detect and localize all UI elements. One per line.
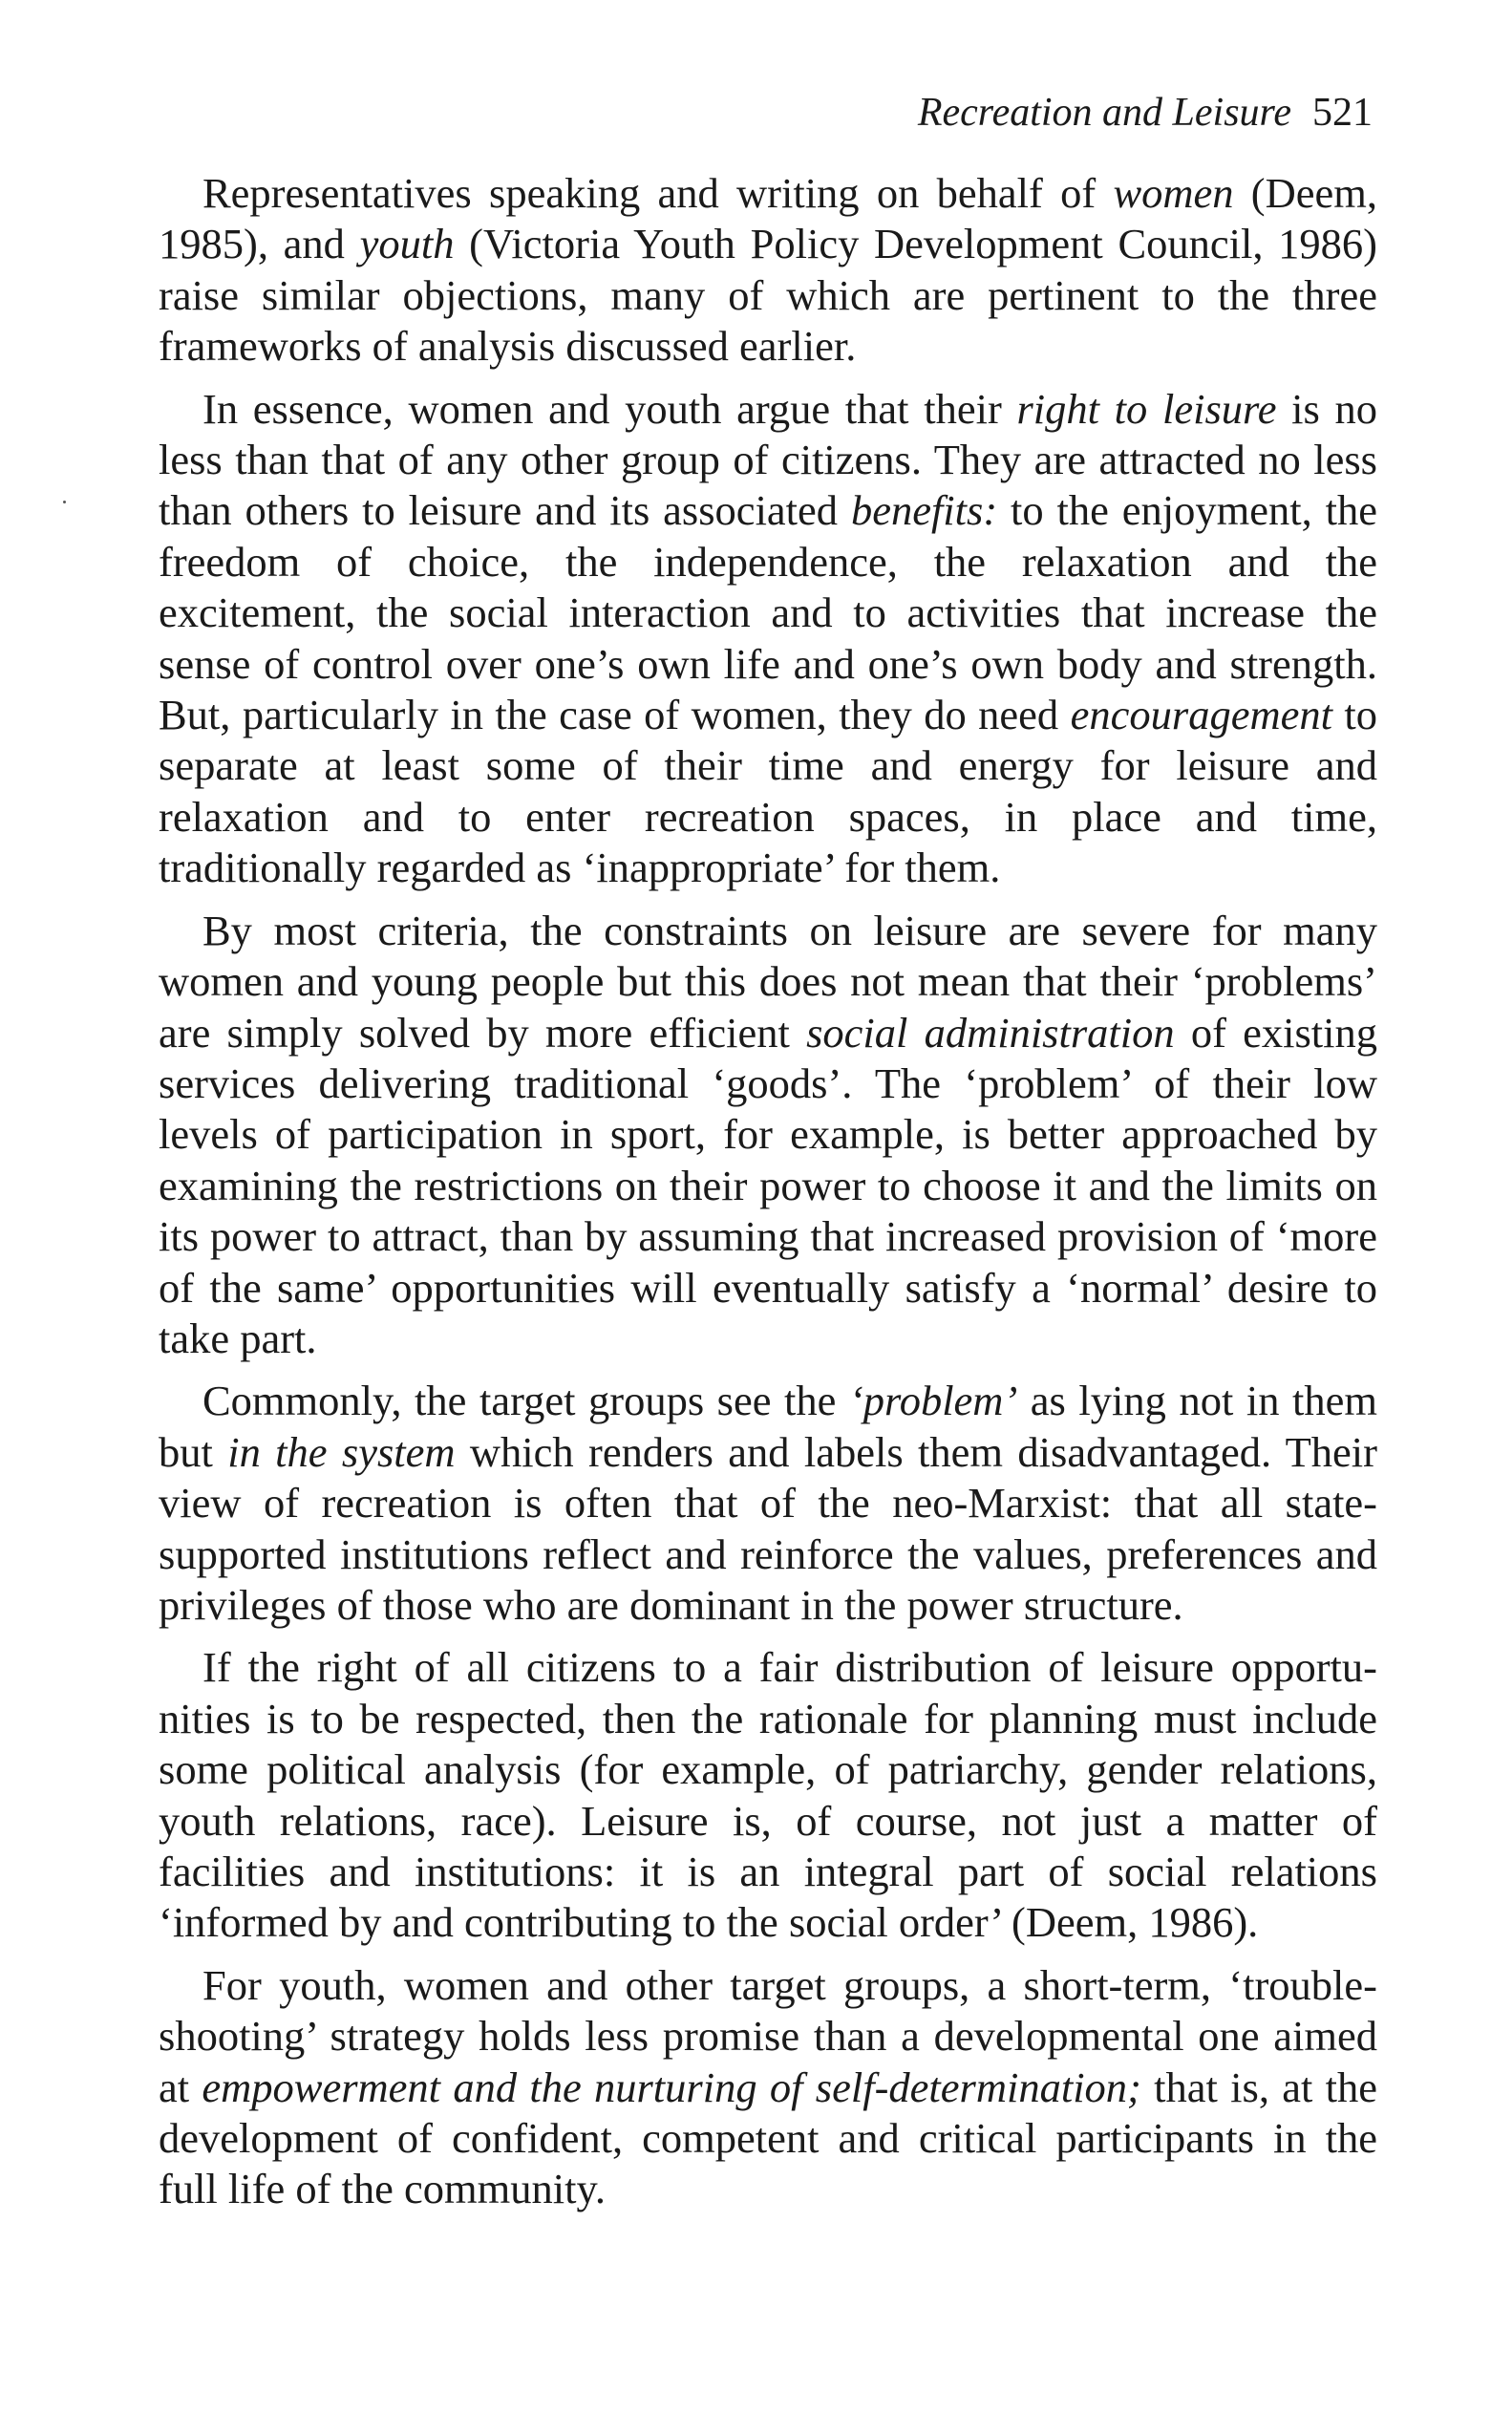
- paragraph: [159, 1960, 1377, 2215]
- italic-run: empowerment and the nurturing of self-determination;: [202, 2062, 1141, 2111]
- page-number: 521: [1312, 91, 1373, 135]
- text-run: Representatives speaking and writing on behalf of: [202, 169, 1114, 217]
- paragraph: [159, 384, 1377, 894]
- italic-run: in the system: [227, 1427, 456, 1476]
- italic-run: benefits:: [850, 486, 998, 535]
- paragraph: [159, 1376, 1377, 1631]
- running-title: Recreation and Leisure: [917, 91, 1291, 135]
- text-run: For youth, women and other target groups, a short-term, ‘trouble-shooting’ strategy holds less promise than a developmental one aimed at: [159, 1960, 1377, 2111]
- text-run: of existing services delivering traditional ‘goods’. The ‘problem’ of their low levels of participation in sport, for example, is better approached by examining the restrictions on their power to choose it and the limits on its power to attract, than by assuming that increased provision of ‘more of the same’ opportunities will eventually satisfy a ‘normal’ desire to take part.: [159, 1008, 1377, 1362]
- text-run: to separate at least some of their time and energy for leisure and relaxation and to enter recreation spaces, in place and time, traditionally regarded as ‘inappropriate’ for them.: [159, 691, 1377, 892]
- text-run: (Deem, 1985), and: [159, 169, 1377, 268]
- body-text: [159, 168, 1377, 2227]
- text-run: that is, at the development of confident, competent and critical participants in the full life of the community.: [159, 2062, 1378, 2213]
- text-run: which renders and labels them disadvantaged. Their view of recreation is often that of the neo-Marxist: that all state-supported institutions reflect and reinforce the values, preferences and privileges of those who are dominant in the power structure.: [159, 1427, 1377, 1629]
- text-run: (Victoria Youth Policy Development Council, 1986) raise similar objections, many of which are pertinent to the three frameworks of analysis discussed earlier.: [159, 220, 1377, 371]
- text-run: as lying not in them but: [159, 1377, 1377, 1476]
- running-head: [918, 88, 1373, 138]
- text-run: If the right of all citizens to a fair distribution of leisure opportunities is to be respected, then the rationale for planning must include some political analysis (for example, of patriarchy, gender relations, youth relations, race). Leisure is, of course, not just a matter of facilities and institutions: it is an integral part of social relations ‘informed by and contributing to the social order’ (Deem, 1986).: [159, 1643, 1377, 1947]
- italic-run: youth: [359, 220, 455, 268]
- italic-run: encouragement: [1070, 691, 1332, 739]
- paragraph: [159, 1642, 1377, 1948]
- paragraph: [159, 906, 1377, 1365]
- text-run: to the enjoyment, the freedom of choice, the independence, the relaxation and the excitement, the social interaction and to activities that increase the sense of control over one’s own life and one’s own body and strength. But, particularly in the case of women, they do need: [159, 486, 1378, 739]
- italic-run: women: [1113, 169, 1234, 217]
- text-run: Commonly, the target groups see the: [202, 1377, 849, 1425]
- scan-speck: [63, 501, 66, 503]
- italic-run: ‘problem’: [848, 1377, 1018, 1425]
- paragraph: [159, 168, 1377, 373]
- italic-run: right to leisure: [1016, 384, 1277, 433]
- text-run: In essence, women and youth argue that their: [202, 384, 1017, 433]
- text-run: is no less than that of any other group of citizens. They are attracted no less than others to leisure and its associated: [159, 384, 1377, 535]
- italic-run: social administration: [806, 1008, 1175, 1057]
- text-run: By most criteria, the constraints on leisure are severe for many women and young people but this does not mean that their ‘problems’ are simply solved by more efficient: [159, 906, 1377, 1057]
